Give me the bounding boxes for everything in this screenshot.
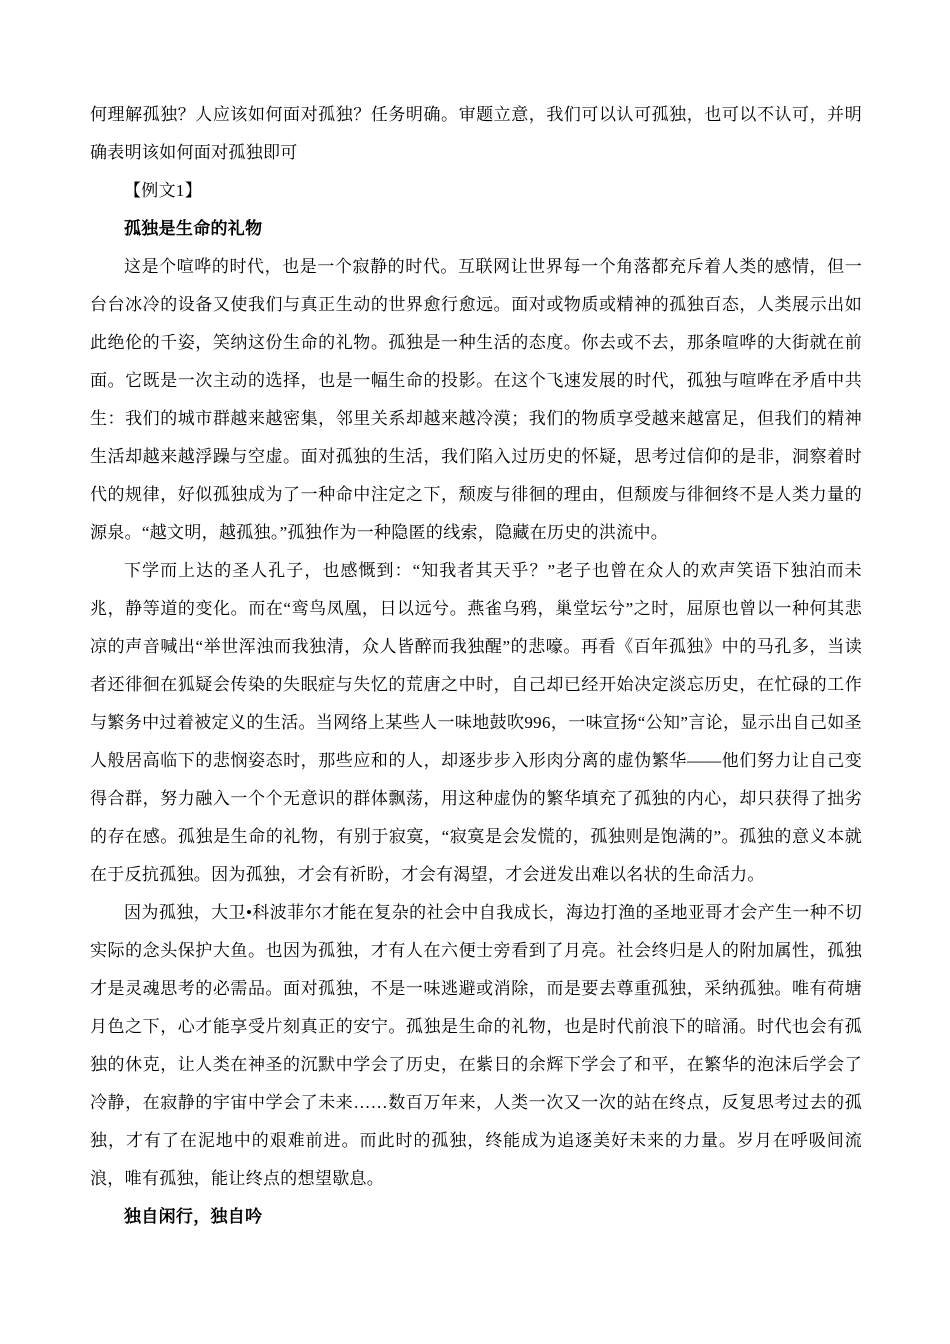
essay1-paragraph-3: 因为孤独，大卫•科波菲尔才能在复杂的社会中自我成长，海边打渔的圣地亚哥才会产生一种不切实际的念头保护大鱼。也因为孤独，才有人在六便士旁看到了月亮。社会终归是人的附加属性，孤独才是灵魂思考的必需品。面对孤独，不是一味逃避或消除，而是要去尊重孤独，采纳孤独。唯有荷塘月色之下，心才能享受片刻真正的安宁。孤独是生命的礼物，也是时代前浪下的暗涌。时代也会有孤独的休克，让人类在神圣的沉默中学会了历史，在紫日的余辉下学会了和平，在繁华的泡沫后学会了冷静，在寂静的宇宙中学会了未来……数百万年来，人类一次又一次的站在终点，反复思考过去的孤独，才有了在泥地中的艰难前进。而此时的孤独，终能成为追逐美好未来的力量。岁月在呼吸间流浪，唯有孤独，能让终点的想望歇息。	[90, 903, 862, 1188]
intro-continuation-paragraph: 何理解孤独？人应该如何面对孤独？任务明确。审题立意，我们可以认可孤独，也可以不认可，并明确表明该如何面对孤独即可	[90, 105, 862, 162]
essay2-title: 独自闲行，独自吟	[124, 1207, 263, 1226]
essay1-title: 孤独是生命的礼物	[124, 219, 263, 238]
example-label: 【例文1】	[124, 181, 202, 200]
essay1-paragraph-2: 下学而上达的圣人孔子，也感慨到：“知我者其天乎？”老子也曾在众人的欢声笑语下独泊而未兆，静等道的变化。而在“鸾鸟凤凰，日以远兮。燕雀乌鸦，巢堂坛兮”之时，屈原也曾以一种何其悲凉的声音喊出“举世浑浊而我独清，众人皆醉而我独醒”的悲嚎。再看《百年孤独》中的马孔多，当读者还徘徊在狐疑会传染的失眠症与失忆的荒唐之中时，自己却已经开始决定淡忘历史，在忙碌的工作与繁务中过着被定义的生活。当网络上某些人一味地鼓吹996，一味宣扬“公知”言论，显示出自己如圣人般居高临下的悲悯姿态时，那些应和的人，却逐步步入形肉分离的虚伪繁华——他们努力让自己变得合群，努力融入一个个无意识的群体飘荡，用这种虚伪的繁华填充了孤独的内心，却只获得了拙劣的存在感。孤独是生命的礼物，有别于寂寞，“寂寞是会发慌的，孤独则是饱满的”。孤独的意义本就在于反抗孤独。因为孤独，才会有祈盼，才会有渴望，才会迸发出难以名状的生命活力。	[90, 561, 862, 884]
essay1-paragraph-1: 这是个喧哗的时代，也是一个寂静的时代。互联网让世界每一个角落都充斥着人类的感情，但一台台冰冷的设备又使我们与真正生动的世界愈行愈远。面对或物质或精神的孤独百态，人类展示出如此绝伦的千姿，笑纳这份生命的礼物。孤独是一种生活的态度。你去或不去，那条喧哗的大街就在前面。它既是一次主动的选择，也是一幅生命的投影。在这个飞速发展的时代，孤独与喧哗在矛盾中共生：我们的城市群越来越密集，邻里关系却越来越冷漠；我们的物质享受越来越富足，但我们的精神生活却越来越浮躁与空虚。面对孤独的生活，我们陷入过历史的怀疑，思考过信仰的是非，洞察着时代的规律，好似孤独成为了一种命中注定之下，颓废与徘徊的理由，但颓废与徘徊终不是人类力量的源泉。“越文明，越孤独。”孤独作为一种隐匿的线索，隐藏在历史的洪流中。	[90, 257, 862, 542]
